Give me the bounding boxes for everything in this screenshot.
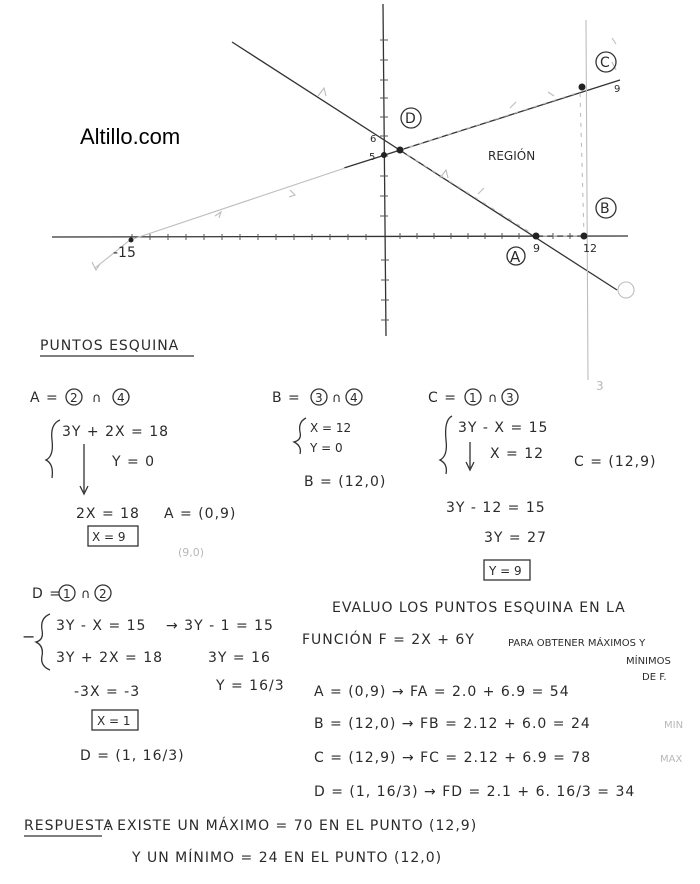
point-D-dot bbox=[397, 147, 404, 154]
evaluation bbox=[302, 600, 683, 800]
B-eq1: X = 12 bbox=[310, 421, 352, 435]
A-eq2: Y = 0 bbox=[112, 454, 156, 470]
C-eq1: 3Y - X = 15 bbox=[458, 420, 549, 436]
y-intercept-dot bbox=[381, 152, 387, 158]
D-title: D = bbox=[32, 586, 62, 602]
D-result: D = (1, 16/3) bbox=[80, 748, 185, 764]
B-brace bbox=[294, 418, 306, 454]
point-B-label: B bbox=[600, 201, 610, 217]
C-brace bbox=[440, 416, 452, 474]
y-tick-label-6: 6 bbox=[370, 134, 377, 145]
A-constraint-1: 2 bbox=[70, 391, 78, 405]
C-eq2: X = 12 bbox=[490, 446, 545, 462]
eval-row-A: A = (0,9) → FA = 2.0 + 6.9 = 54 bbox=[314, 684, 570, 700]
x-tick-label-neg15: -15 bbox=[113, 245, 136, 261]
heading: PUNTOS ESQUINA bbox=[40, 338, 180, 354]
B-title: B = bbox=[272, 390, 301, 406]
C-constraint-2: 3 bbox=[506, 391, 514, 405]
C-intersection: ∩ bbox=[488, 391, 498, 406]
y-tick-label-9: 9 bbox=[614, 84, 621, 95]
D-arrow-eq: → 3Y - 1 = 15 bbox=[166, 618, 274, 634]
eval-line2a: FUNCIÓN F = 2X + 6Y bbox=[302, 632, 475, 648]
B-eq2: Y = 0 bbox=[310, 441, 343, 455]
eval-line4: DE F. bbox=[642, 672, 667, 683]
C-title: C = bbox=[428, 390, 457, 406]
y-axis bbox=[383, 4, 386, 336]
D-step-r2: Y = 16/3 bbox=[216, 678, 285, 694]
C-boxed: Y = 9 bbox=[489, 564, 522, 578]
block-C bbox=[428, 389, 657, 580]
point-A-dot bbox=[533, 233, 540, 240]
point-B-dot bbox=[581, 233, 588, 240]
region-label: REGIÓN bbox=[488, 149, 536, 163]
constraint-line-3 bbox=[586, 20, 588, 380]
D-brace bbox=[36, 614, 50, 670]
eval-row-B-note: MIN bbox=[664, 720, 684, 731]
line-3-label: 3 bbox=[596, 379, 604, 393]
block-A bbox=[30, 389, 236, 559]
block-B bbox=[272, 389, 386, 490]
A-result: A = (0,9) bbox=[164, 506, 237, 522]
line-2-label-circle bbox=[618, 282, 634, 298]
A-step1: 2X = 18 bbox=[76, 506, 140, 522]
A-boxed: X = 9 bbox=[92, 530, 126, 544]
answer bbox=[24, 817, 477, 866]
C-result: C = (12,9) bbox=[574, 454, 657, 470]
A-faint-note: (9,0) bbox=[178, 546, 205, 559]
eval-row-B: B = (12,0) → FB = 2.12 + 6.0 = 24 bbox=[314, 716, 591, 732]
A-constraint-2: 4 bbox=[117, 391, 125, 405]
D-boxed: X = 1 bbox=[97, 714, 131, 728]
D-step1: -3X = -3 bbox=[74, 684, 141, 700]
answer-label: RESPUESTA bbox=[24, 818, 114, 834]
D-intersection: ∩ bbox=[81, 587, 91, 602]
B-result: B = (12,0) bbox=[304, 474, 387, 490]
x-tick-label-12: 12 bbox=[583, 242, 597, 255]
y-tick-label-5: 5 bbox=[369, 152, 376, 163]
D-step-r1: 3Y = 16 bbox=[208, 650, 271, 666]
feasible-region bbox=[400, 92, 584, 236]
D-constraint-2: 2 bbox=[99, 587, 107, 601]
A-brace bbox=[46, 420, 60, 478]
answer-line1: : EXISTE UN MÁXIMO = 70 EN EL PUNTO (12,9) bbox=[106, 818, 478, 834]
block-D bbox=[22, 585, 285, 764]
C-step1: 3Y - 12 = 15 bbox=[446, 500, 546, 516]
eval-line1: EVALUO LOS PUNTOS ESQUINA EN LA bbox=[332, 600, 626, 616]
B-constraint-2: 4 bbox=[350, 391, 358, 405]
eval-row-D: D = (1, 16/3) → FD = 2.1 + 6. 16/3 = 34 bbox=[314, 784, 636, 800]
eval-line3: MÍNIMOS bbox=[626, 656, 671, 667]
D-constraint-1: 1 bbox=[63, 587, 71, 601]
eval-row-C-note: MAX bbox=[660, 754, 683, 765]
D-eq1: 3Y - X = 15 bbox=[56, 618, 147, 634]
point-D-label: D bbox=[405, 111, 416, 127]
graph bbox=[52, 4, 634, 393]
point-C-dot bbox=[579, 84, 586, 91]
constraint-line-1-extension bbox=[130, 168, 345, 240]
answer-line2: Y UN MÍNIMO = 24 EN EL PUNTO (12,0) bbox=[132, 850, 443, 866]
D-minus-sign: − bbox=[22, 627, 36, 646]
watermark: Altillo.com bbox=[80, 124, 181, 149]
B-constraint-1: 3 bbox=[315, 391, 323, 405]
A-eq1: 3Y + 2X = 18 bbox=[62, 424, 170, 440]
D-eq2: 3Y + 2X = 18 bbox=[56, 650, 164, 666]
point-C-label: C bbox=[600, 55, 610, 71]
x-tick-label-9: 9 bbox=[533, 242, 540, 255]
eval-line2b: PARA OBTENER MÁXIMOS Y bbox=[508, 638, 646, 649]
B-intersection: ∩ bbox=[332, 391, 342, 406]
A-title: A = bbox=[30, 390, 59, 406]
eval-row-C: C = (12,9) → FC = 2.12 + 6.9 = 78 bbox=[314, 750, 592, 766]
C-step2: 3Y = 27 bbox=[484, 530, 547, 546]
point-A-label: A bbox=[510, 248, 521, 266]
x-intercept-dot bbox=[129, 238, 134, 243]
A-intersection: ∩ bbox=[92, 391, 102, 406]
C-constraint-1: 1 bbox=[469, 391, 477, 405]
